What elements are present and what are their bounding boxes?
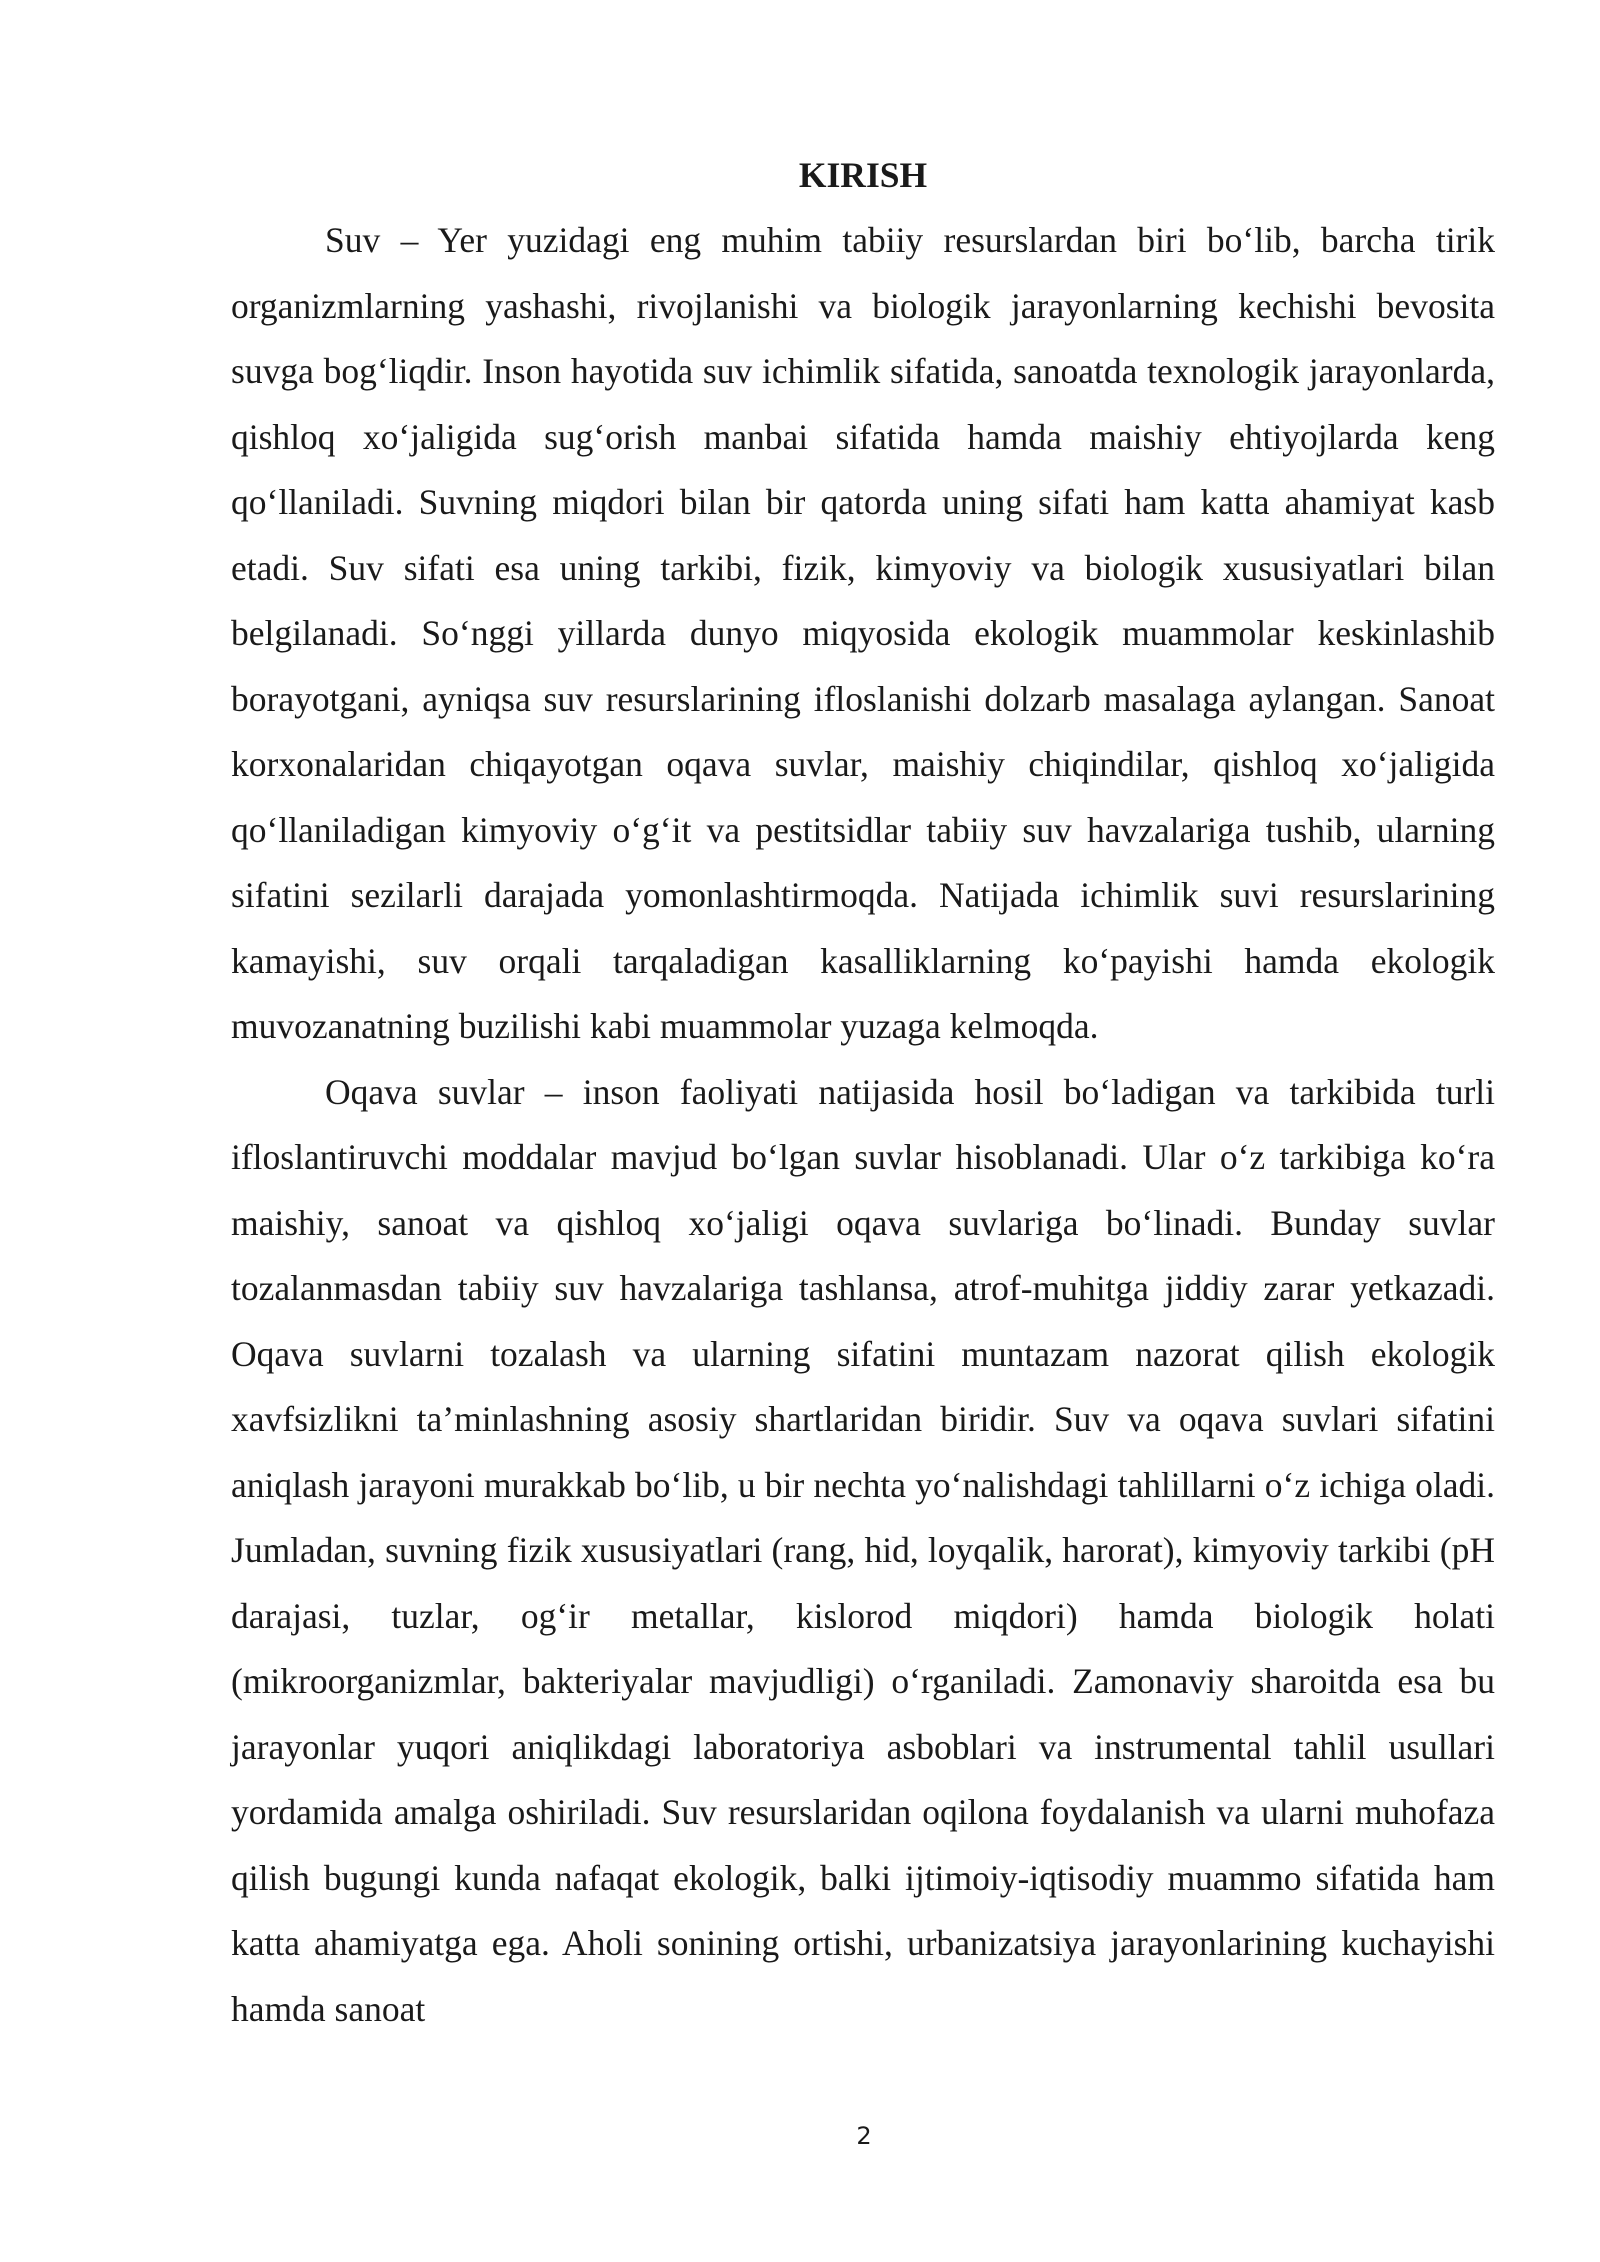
page-number: 2 [856,2122,872,2150]
paragraph-1: Suv – Yer yuzidagi eng muhim tabiiy resurslardan biri bo‘lib, barcha tirik organizmlarning yashashi, rivojlanishi va biologik jarayonlarning kechishi bevosita suvga bog‘liqdir. Inson hayotida suv ichimlik sifatida, sanoatda texnologik jarayonlarda, qishloq xo‘jaligida sug‘orish manbai sifatida hamda maishiy ehtiyojlarda keng qo‘llaniladi. Suvning miqdori bilan bir qatorda uning sifati ham katta ahamiyat kasb etadi. Suv sifati esa uning tarkibi, fizik, kimyoviy va biologik xususiyatlari bilan belgilanadi. So‘nggi yillarda dunyo miqyosida ekologik muammolar keskinlashib borayotgani, ayniqsa suv resurslarining ifloslanishi dolzarb masalaga aylangan. Sanoat korxonalaridan chiqayotgan oqava suvlar, maishiy chiqindilar, qishloq xo‘jaligida qo‘llaniladigan kimyoviy o‘g‘it va pestitsidlar tabiiy suv havzalariga tushib, ularning sifatini sezilarli darajada yomonlashtirmoqda. Natijada ichimlik suvi resurslarining kamayishi, suv orqali tarqaladigan kasalliklarning ko‘payishi hamda ekologik muvozanatning buzilishi kabi muammolar yuzaga kelmoqda. [231,220,1495,1046]
page-body [231,150,1495,2042]
paragraph-2: Oqava suvlar – inson faoliyati natijasida hosil bo‘ladigan va tarkibida turli ifloslantiruvchi moddalar mavjud bo‘lgan suvlar hisoblanadi. Ular o‘z tarkibiga ko‘ra maishiy, sanoat va qishloq xo‘jaligi oqava suvlariga bo‘linadi. Bunday suvlar tozalanmasdan tabiiy suv havzalariga tashlansa, atrof-muhitga jiddiy zarar yetkazadi. Oqava suvlarni tozalash va ularning sifatini muntazam nazorat qilish ekologik xavfsizlikni ta’minlashning asosiy shartlaridan biridir. Suv va oqava suvlari sifatini aniqlash jarayoni murakkab bo‘lib, u bir nechta yo‘nalishdagi tahlillarni o‘z ichiga oladi. Jumladan, suvning fizik xususiyatlari (rang, hid, loyqalik, harorat), kimyoviy tarkibi (pH darajasi, tuzlar, og‘ir metallar, kislorod miqdori) hamda biologik holati (mikroorganizmlar, bakteriyalar mavjudligi) o‘rganiladi. Zamonaviy sharoitda esa bu jarayonlar yuqori aniqlikdagi laboratoriya asboblari va instrumental tahlil usullari yordamida amalga oshiriladi. Suv resurslaridan oqilona foydalanish va ularni muhofaza qilish bugungi kunda nafaqat ekologik, balki ijtimoiy-iqtisodiy muammo sifatida ham katta ahamiyatga ega. Aholi sonining ortishi, urbanizatsiya jarayonlarining kuchayishi hamda sanoat [231,1071,1495,2029]
section-heading: KIRISH [798,155,928,195]
